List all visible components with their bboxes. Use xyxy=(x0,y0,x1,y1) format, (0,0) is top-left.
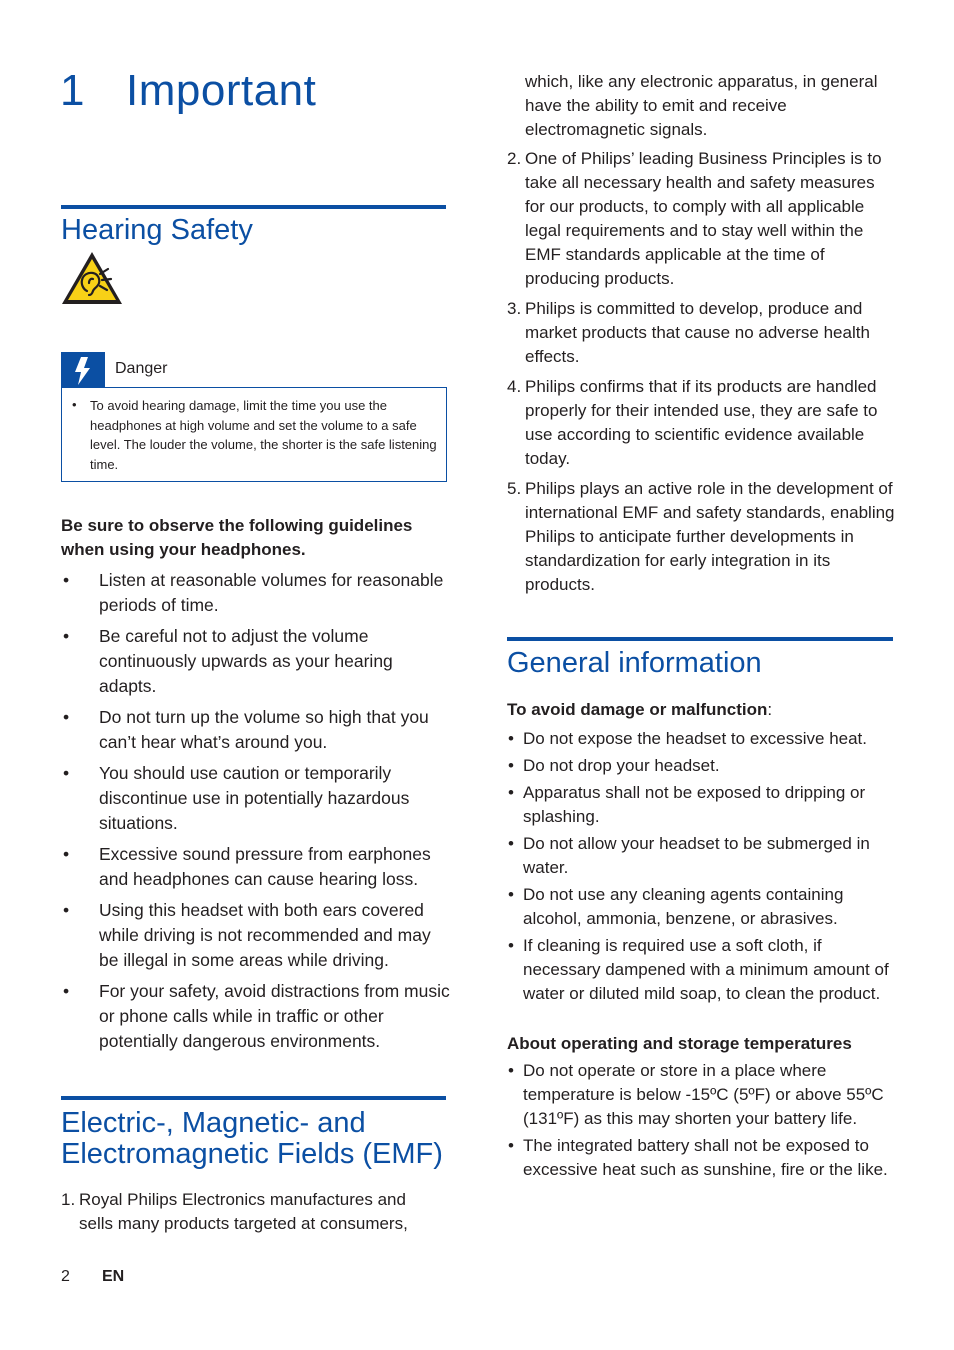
section-rule xyxy=(507,637,893,641)
list-item xyxy=(508,754,896,778)
list-item-text: You should use caution or temporarily discontinue use in potentially hazardous situations. xyxy=(99,763,410,833)
list-item-text: For your safety, avoid distractions from music or phone calls while in traffic or other potentially dangerous environments. xyxy=(99,981,450,1051)
bullet: • xyxy=(508,729,514,748)
bullet: • xyxy=(63,844,70,864)
list-item xyxy=(61,705,451,755)
list-item-text: Do not allow your headset to be submerged in water. xyxy=(523,834,870,877)
damage-label: To avoid damage or malfunction xyxy=(507,700,768,719)
list-item xyxy=(507,297,899,369)
list-item-text: Using this headset with both ears covered while driving is not recommended and may be illegal in some areas while driving. xyxy=(99,900,431,970)
bullet: • xyxy=(63,981,70,1001)
list-item-text: Do not use any cleaning agents containing alcohol, ammonia, benzene, or abrasives. xyxy=(523,885,844,928)
list-item-text: Do not expose the headset to excessive heat. xyxy=(523,729,868,748)
bullet: • xyxy=(63,900,70,920)
list-item-text: One of Philips’ leading Business Principles is to take all necessary health and safety measures for our products, to comply with all applicable legal requirements and to stay well within the EMF standards applicable at the time of producing products. xyxy=(525,149,882,288)
bullet: • xyxy=(508,756,514,775)
danger-label: Danger xyxy=(115,360,168,377)
list-item-text: If cleaning is required use a soft cloth, if necessary dampened with a minimum amount of water or diluted mild soap, to clean the product. xyxy=(523,936,889,1003)
item-number: 5. xyxy=(507,479,522,498)
list-item xyxy=(61,624,451,699)
bullet: • xyxy=(508,936,514,955)
damage-list xyxy=(508,727,896,1009)
general-information-heading: General information xyxy=(507,647,762,679)
list-item-text: Philips is committed to develop, produce and market products that cause no adverse health effects. xyxy=(525,299,870,366)
danger-text: To avoid hearing damage, limit the time you use the headphones at high volume and set the volume to a safe level. The louder the volume, the shorter is the safe listening time. xyxy=(90,398,437,472)
bullet: • xyxy=(63,763,70,783)
bullet: • xyxy=(508,885,514,904)
bullet: • xyxy=(63,707,70,727)
item-number: 2. xyxy=(507,149,522,168)
temperature-list xyxy=(508,1059,896,1185)
chapter-number: 1 xyxy=(60,66,85,115)
list-item-text: Royal Philips Electronics manufactures and sells many products targeted at consumers, xyxy=(79,1190,408,1233)
hearing-warning-icon xyxy=(60,250,124,306)
lightning-icon xyxy=(61,352,105,388)
bullet: • xyxy=(63,626,70,646)
bullet: • xyxy=(508,1136,514,1155)
bullet: • xyxy=(508,1061,514,1080)
item-number: 3. xyxy=(507,299,522,318)
emf-heading-line2: Electromagnetic Fields (EMF) xyxy=(61,1138,443,1170)
emf-heading xyxy=(61,1108,443,1170)
list-item xyxy=(508,1059,896,1131)
list-item xyxy=(61,1188,431,1236)
danger-bullet: • xyxy=(72,397,77,412)
list-item xyxy=(508,781,896,829)
list-item-text: Listen at reasonable volumes for reasonable periods of time. xyxy=(99,570,444,615)
list-item xyxy=(61,979,451,1054)
list-item-text: Philips plays an active role in the development of international EMF and safety standards, enabling Philips to anticipate further developments in standardization for early integration in its products. xyxy=(525,479,895,594)
damage-intro xyxy=(507,698,897,722)
page-number: 2 xyxy=(61,1268,70,1285)
hearing-safety-heading: Hearing Safety xyxy=(61,214,253,246)
bullet: • xyxy=(508,783,514,802)
list-item xyxy=(507,147,899,291)
damage-colon: : xyxy=(767,700,773,719)
list-item-text: Excessive sound pressure from earphones and headphones can cause hearing loss. xyxy=(99,844,431,889)
list-item xyxy=(507,477,899,597)
temperature-label: About operating and storage temperatures xyxy=(507,1034,852,1053)
list-item-text: Do not drop your headset. xyxy=(523,756,720,775)
list-item-text: The integrated battery shall not be exposed to excessive heat such as sunshine, fire or the like. xyxy=(523,1136,888,1179)
bullet: • xyxy=(508,834,514,853)
section-rule xyxy=(61,1096,446,1100)
list-item xyxy=(61,568,451,618)
list-item xyxy=(508,883,896,931)
list-item xyxy=(508,727,896,751)
emf-list-start xyxy=(61,1188,431,1242)
list-item xyxy=(508,1134,896,1182)
emf-heading-line1: Electric-, Magnetic- and xyxy=(61,1107,366,1139)
list-item xyxy=(507,375,899,471)
list-item xyxy=(508,934,896,1006)
list-item-text: Do not turn up the volume so high that you can’t hear what’s around you. xyxy=(99,707,429,752)
list-item-text: Be careful not to adjust the volume continuously upwards as your hearing adapts. xyxy=(99,626,393,696)
list-item xyxy=(508,832,896,880)
item-number: 4. xyxy=(507,377,522,396)
hearing-guidelines-list xyxy=(61,568,451,1060)
chapter-title-text: Important xyxy=(126,66,317,115)
list-item-text: Do not operate or store in a place where temperature is below -15ºC (5ºF) or above 55ºC (131ºF) as this may shorten your battery life. xyxy=(523,1061,884,1128)
item-number: 1. xyxy=(61,1190,76,1209)
list-item xyxy=(61,761,451,836)
section-rule xyxy=(61,205,446,209)
bullet: • xyxy=(63,570,70,590)
danger-content-box xyxy=(61,387,447,482)
chapter-title xyxy=(60,66,316,116)
list-item-text: Philips confirms that if its products are handled properly for their intended use, they are safe to use according to scientific evidence available today. xyxy=(525,377,878,468)
emf-item1-continuation: which, like any electronic apparatus, in general have the ability to emit and receive electromagnetic signals. xyxy=(525,72,878,139)
danger-icon-box xyxy=(61,352,105,388)
hearing-intro: Be sure to observe the following guidelines when using your headphones. xyxy=(61,516,413,559)
emf-list xyxy=(507,147,899,603)
list-item xyxy=(61,898,451,973)
language-code: EN xyxy=(102,1268,125,1285)
list-item xyxy=(61,842,451,892)
list-item-text: Apparatus shall not be exposed to dripping or splashing. xyxy=(523,783,866,826)
